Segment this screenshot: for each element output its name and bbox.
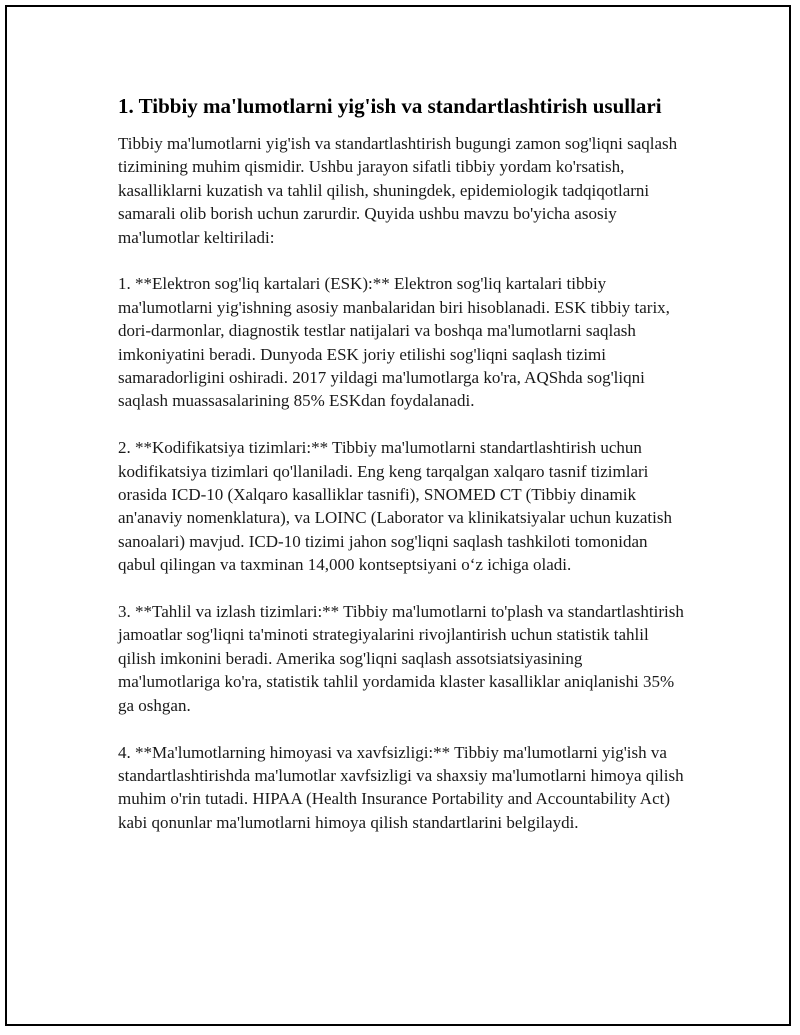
list-item-4: 4. **Ma'lumotlarning himoyasi va xavfsizligi:** Tibbiy ma'lumotlarni yig'ish va standartlashtirishda ma'lumotlar xavfsizligi va shaxsiy ma'lumotlarni himoya qilish muhim o'rin tutadi. HIPAA (Health Insurance Portability and Accountability Act) kabi qonunlar ma'lumotlarni himoya qilish standartlarini belgilaydi. <box>118 742 684 832</box>
intro-paragraph: Tibbiy ma'lumotlarni yig'ish va standartlashtirish bugungi zamon sog'liqni saqlash tizimining muhim qismidir. Ushbu jarayon sifatli tibbiy yordam ko'rsatish, kasalliklarni kuzatish va tahlil qilish, shuningdek, epidemiologik tadqiqotlarni samarali olib borish uchun zarurdir. Quyida ushbu mavzu bo'yicha asosiy ma'lumotlar keltiriladi: <box>118 134 678 247</box>
list-item-1: 1. **Elektron sog'liq kartalari (ESK):** Elektron sog'liq kartalari tibbiy ma'lumotlarni yig'ishning asosiy manbalaridan biri hisoblanadi. ESK tibbiy tarix, dori-darmonlar, diagnostik testlar natijalari va boshqa ma'lumotlarni saqlash imkoniyatini beradi. Dunyoda ESK joriy etilishi sog'liqni saqlash tizimi samaradorligini oshiradi. 2017 yildagi ma'lumotlarga ko'ra, AQShda sog'liqni saqlash muassasalarining 85% ESKdan foydalanadi. <box>118 274 670 411</box>
document-title: 1. Tibbiy ma'lumotlarni yig'ish va standartlashtirish usullari <box>118 94 662 118</box>
document-body <box>118 92 688 858</box>
list-item-2: 2. **Kodifikatsiya tizimlari:** Tibbiy ma'lumotlarni standartlashtirish uchun kodifikatsiya tizimlari qo'llaniladi. Eng keng tarqalgan xalqaro tasnif tizimlari orasida ICD-10 (Xalqaro kasalliklar tasnifi), SNOMED CT (Tibbiy dinamik an'anaviy nomenklatura), va LOINC (Laborator va klinikatsiyalar uchun kuzatish sanoalari) mavjud. ICD-10 tizimi jahon sog'liqni saqlash tashkiloti tomonidan qabul qilingan va taxminan 14,000 kontseptsiyani o‘z ichiga oladi. <box>118 438 672 575</box>
list-item-3: 3. **Tahlil va izlash tizimlari:** Tibbiy ma'lumotlarni to'plash va standartlashtirish jamoatlar sog'liqni ta'minoti strategiyalarini rivojlantirish uchun statistik tahlil qilish imkonini beradi. Amerika sog'liqni saqlash assotsiatsiyasining ma'lumotlariga ko'ra, statistik tahlil yordamida klaster kasalliklar aniqlanishi 35% ga oshgan. <box>118 602 684 715</box>
